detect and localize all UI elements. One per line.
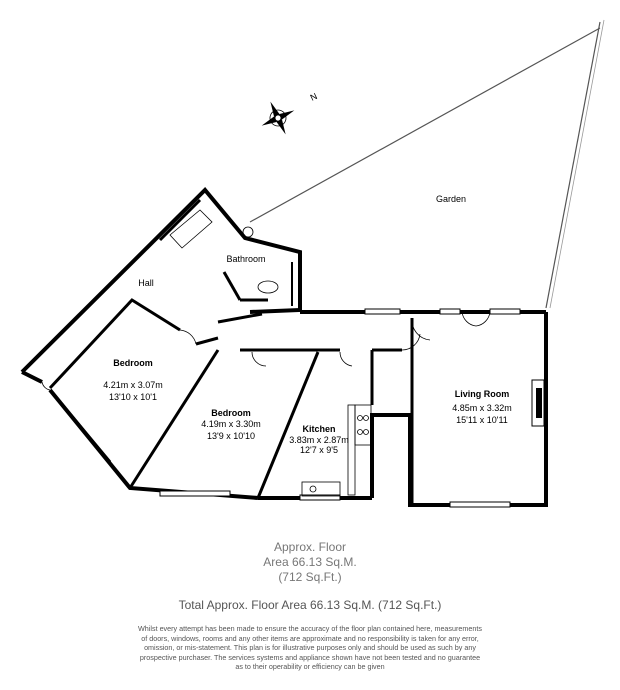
- outer-walls: [22, 190, 546, 505]
- kitchen-imperial: 12'7 x 9'5: [300, 445, 338, 455]
- toilet-icon: [258, 281, 278, 293]
- kitchen-metric: 3.83m x 2.87m: [289, 435, 349, 445]
- disclaimer-line-4: prospective purchaser. The services systems and appliance shown have not been tested and no guarantee: [139, 652, 481, 662]
- bedroom-1-imperial: 13'10 x 10'1: [109, 392, 157, 402]
- garden-boundary: [250, 20, 604, 308]
- bedroom-2-metric: 4.19m x 3.30m: [201, 419, 261, 429]
- windows: [60, 309, 520, 507]
- sink-icon: [302, 482, 340, 496]
- disclaimer-line-5: as to their operability or efficiency can be given: [235, 662, 385, 671]
- disclaimer-line-1: Whilst every attempt has been made to ensure the accuracy of the floor plan contained here, measurements: [138, 624, 482, 633]
- fireplace-icon: [532, 380, 544, 426]
- floor-area-line-3: (712 Sq.Ft.): [278, 570, 342, 584]
- kitchen-name: Kitchen: [302, 424, 336, 434]
- compass-north-label: N: [308, 91, 319, 103]
- disclaimer-line-2: of doors, windows, rooms and any other items are approximate and no responsibility is taken for any error,: [141, 633, 479, 643]
- basin-icon: [243, 227, 253, 237]
- living-room-name: Living Room: [454, 389, 510, 399]
- bedroom-1-metric: 4.21m x 3.07m: [103, 380, 163, 390]
- disclaimer: [70, 624, 550, 672]
- living-room-imperial: 15'11 x 10'11: [456, 415, 508, 425]
- garden-label: Garden: [435, 194, 467, 204]
- bathroom-label: Bathroom: [226, 254, 266, 264]
- floor-area-line-1: Approx. Floor: [273, 540, 347, 554]
- hob-icon: [355, 405, 371, 445]
- hall-label: Hall: [138, 278, 154, 288]
- bedroom-2-imperial: 13'9 x 10'10: [207, 431, 255, 441]
- floor-area-summary: [0, 540, 620, 585]
- bedroom-1-name: Bedroom: [113, 358, 153, 368]
- total-floor-area: Total Approx. Floor Area 66.13 Sq.M. (712 Sq.Ft.): [178, 598, 442, 612]
- bedroom-2-name: Bedroom: [211, 408, 251, 418]
- disclaimer-line-3: omission, or mis-statement. This plan is for illustrative purposes only and should be used as such by any: [144, 643, 476, 652]
- floor-area-line-2: Area 66.13 Sq.M.: [263, 555, 357, 569]
- compass-rose-icon: [254, 94, 302, 142]
- living-room-metric: 4.85m x 3.32m: [452, 403, 512, 413]
